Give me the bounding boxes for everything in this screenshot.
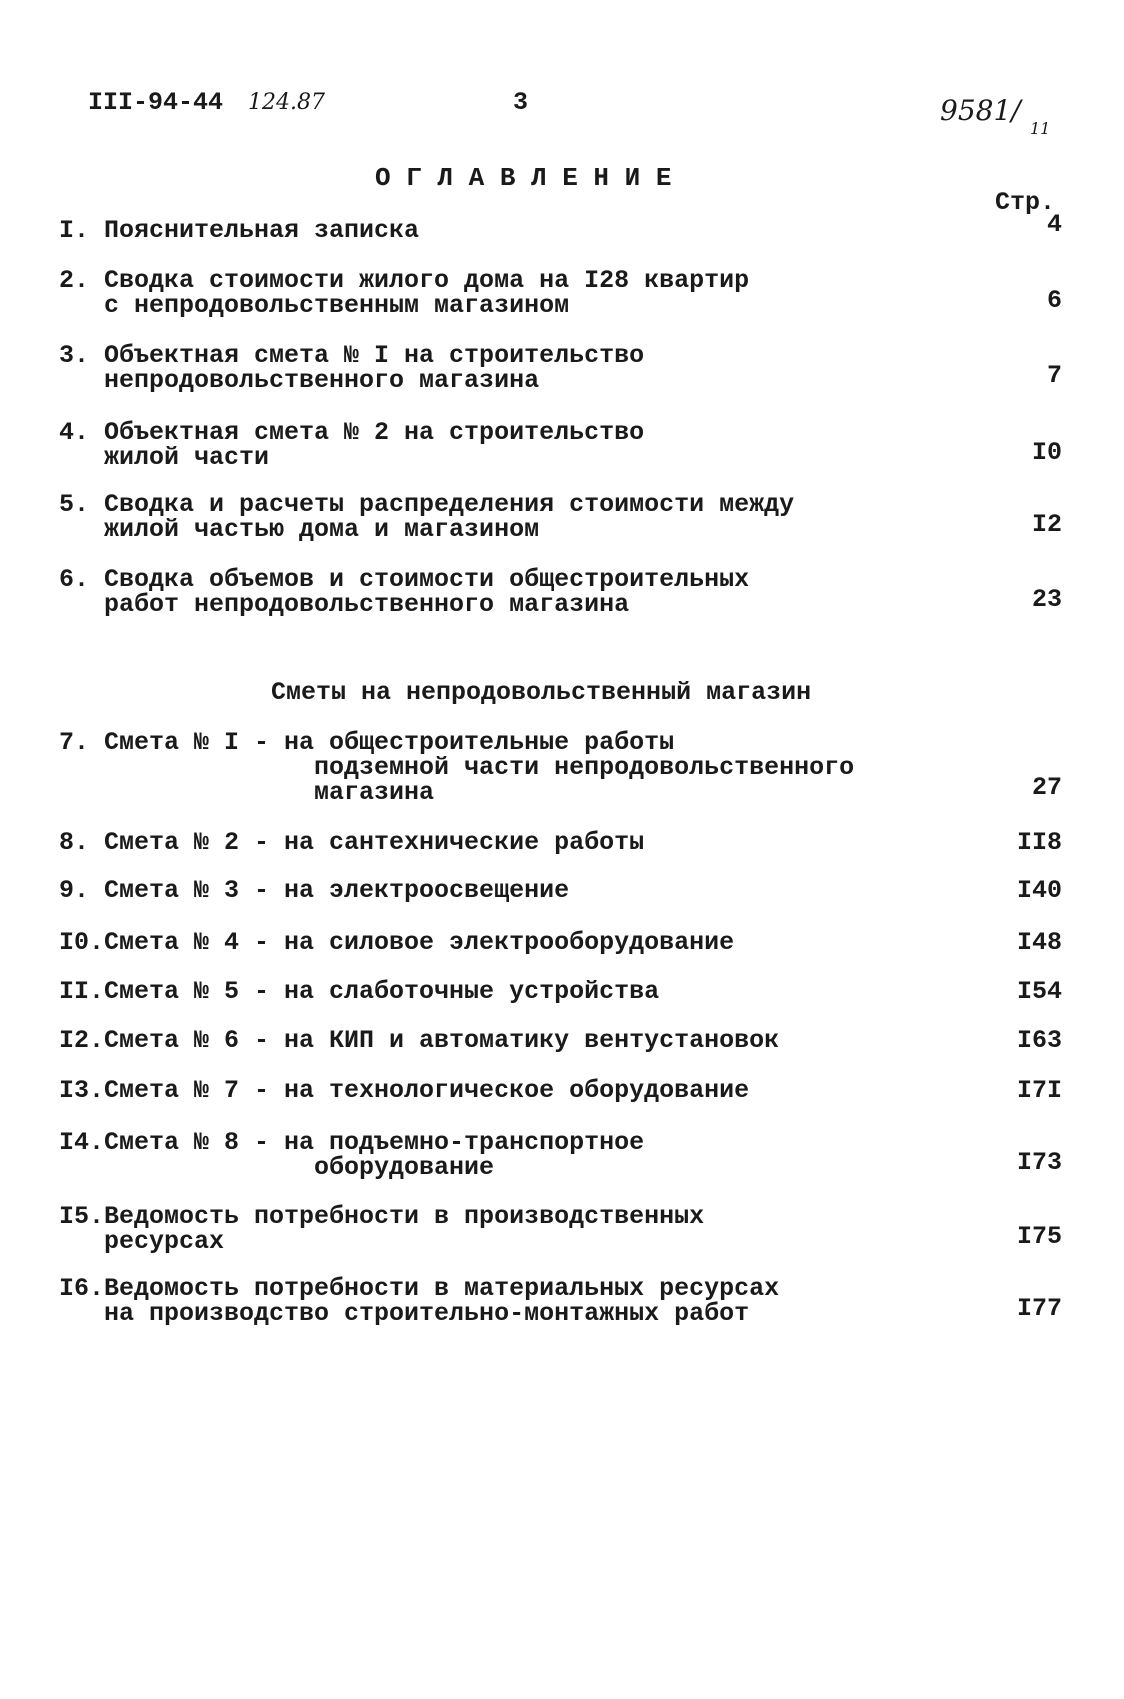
entry-number: 3. [59,341,90,370]
page-column-label: Стр. [995,188,1056,217]
entry-text: непродовольственного магазина [104,366,540,395]
entry-text: Ведомость потребности в материальных ресурсах [104,1274,780,1303]
entry-text: Смета № I - на общестроительные работы [104,728,675,757]
entry-page: 4 [1046,210,1062,239]
entry-text: Смета № 3 - на электроосвещение [104,876,570,905]
entry-text: Объектная смета № I на строительство [104,341,645,370]
entry-page: I75 [1016,1222,1062,1251]
entry-text: Ведомость потребности в производственных [104,1202,705,1231]
entry-page: I40 [1016,876,1062,905]
entry-page: I2 [1031,510,1062,539]
entry-page: 23 [1031,585,1062,614]
entry-number: I6. [59,1274,105,1303]
entry-text: Сводка и расчеты распределения стоимости между [104,490,795,519]
entry-number: I3. [59,1076,105,1105]
entry-number: 4. [59,418,90,447]
page-number: 3 [513,88,529,117]
entry-number: I0. [59,928,105,957]
handwritten-code: 124.87 [248,90,325,115]
archive-number: 9581/ [940,94,1021,127]
entry-text: работ непродовольственного магазина [104,590,630,619]
entry-number: 2. [59,266,90,295]
entry-page: II8 [1016,828,1062,857]
entry-text: магазина [104,778,435,807]
entry-number: 7. [59,728,90,757]
entry-page: I54 [1016,977,1062,1006]
entry-number: 6. [59,565,90,594]
toc-title: О Г Л А В Л Е Н И Е [375,163,672,193]
entry-text: жилой части [104,443,270,472]
entry-text: Смета № 4 - на силовое электрооборудование [104,928,735,957]
entry-number: I2. [59,1026,105,1055]
entry-page: I0 [1031,438,1062,467]
entry-number: 8. [59,828,90,857]
entry-page: I48 [1016,928,1062,957]
entry-text: Смета № 8 - на подъемно-транспортное [104,1128,645,1157]
entry-text: Смета № 6 - на КИП и автоматику вентустановок [104,1026,780,1055]
entry-text: с непродовольственным магазином [104,291,570,320]
entry-page: 27 [1031,773,1062,802]
entry-text: Смета № 5 - на слаботочные устройства [104,977,660,1006]
entry-page: I73 [1016,1148,1062,1177]
archive-suffix: 11 [1030,119,1051,138]
entry-text: Сводка стоимости жилого дома на I28 квартир [104,266,750,295]
entry-text: подземной части непродовольственного [104,753,855,782]
entry-number: I5. [59,1202,105,1231]
entry-text: Объектная смета № 2 на строительство [104,418,645,447]
entry-number: 5. [59,490,90,519]
entry-page: I77 [1016,1294,1062,1323]
entry-text: оборудование [104,1153,495,1182]
entry-text: ресурсах [104,1227,225,1256]
entry-number: 9. [59,876,90,905]
document-code: III-94-44 [88,88,224,117]
entry-page: 7 [1046,361,1062,390]
section-heading: Сметы на непродовольственный магазин [271,678,812,707]
entry-page: I63 [1016,1026,1062,1055]
entry-page: I7I [1016,1076,1062,1105]
entry-text: Смета № 2 - на сантехнические работы [104,828,645,857]
entry-text: Смета № 7 - на технологическое оборудование [104,1076,750,1105]
entry-text: Пояснительная записка [104,216,420,245]
entry-text: на производство строительно-монтажных работ [104,1299,750,1328]
entry-text: жилой частью дома и магазином [104,515,540,544]
entry-number: I. [59,216,90,245]
entry-page: 6 [1046,286,1062,315]
entry-text: Сводка объемов и стоимости общестроительных [104,565,750,594]
entry-number: II. [59,977,105,1006]
entry-number: I4. [59,1128,105,1157]
